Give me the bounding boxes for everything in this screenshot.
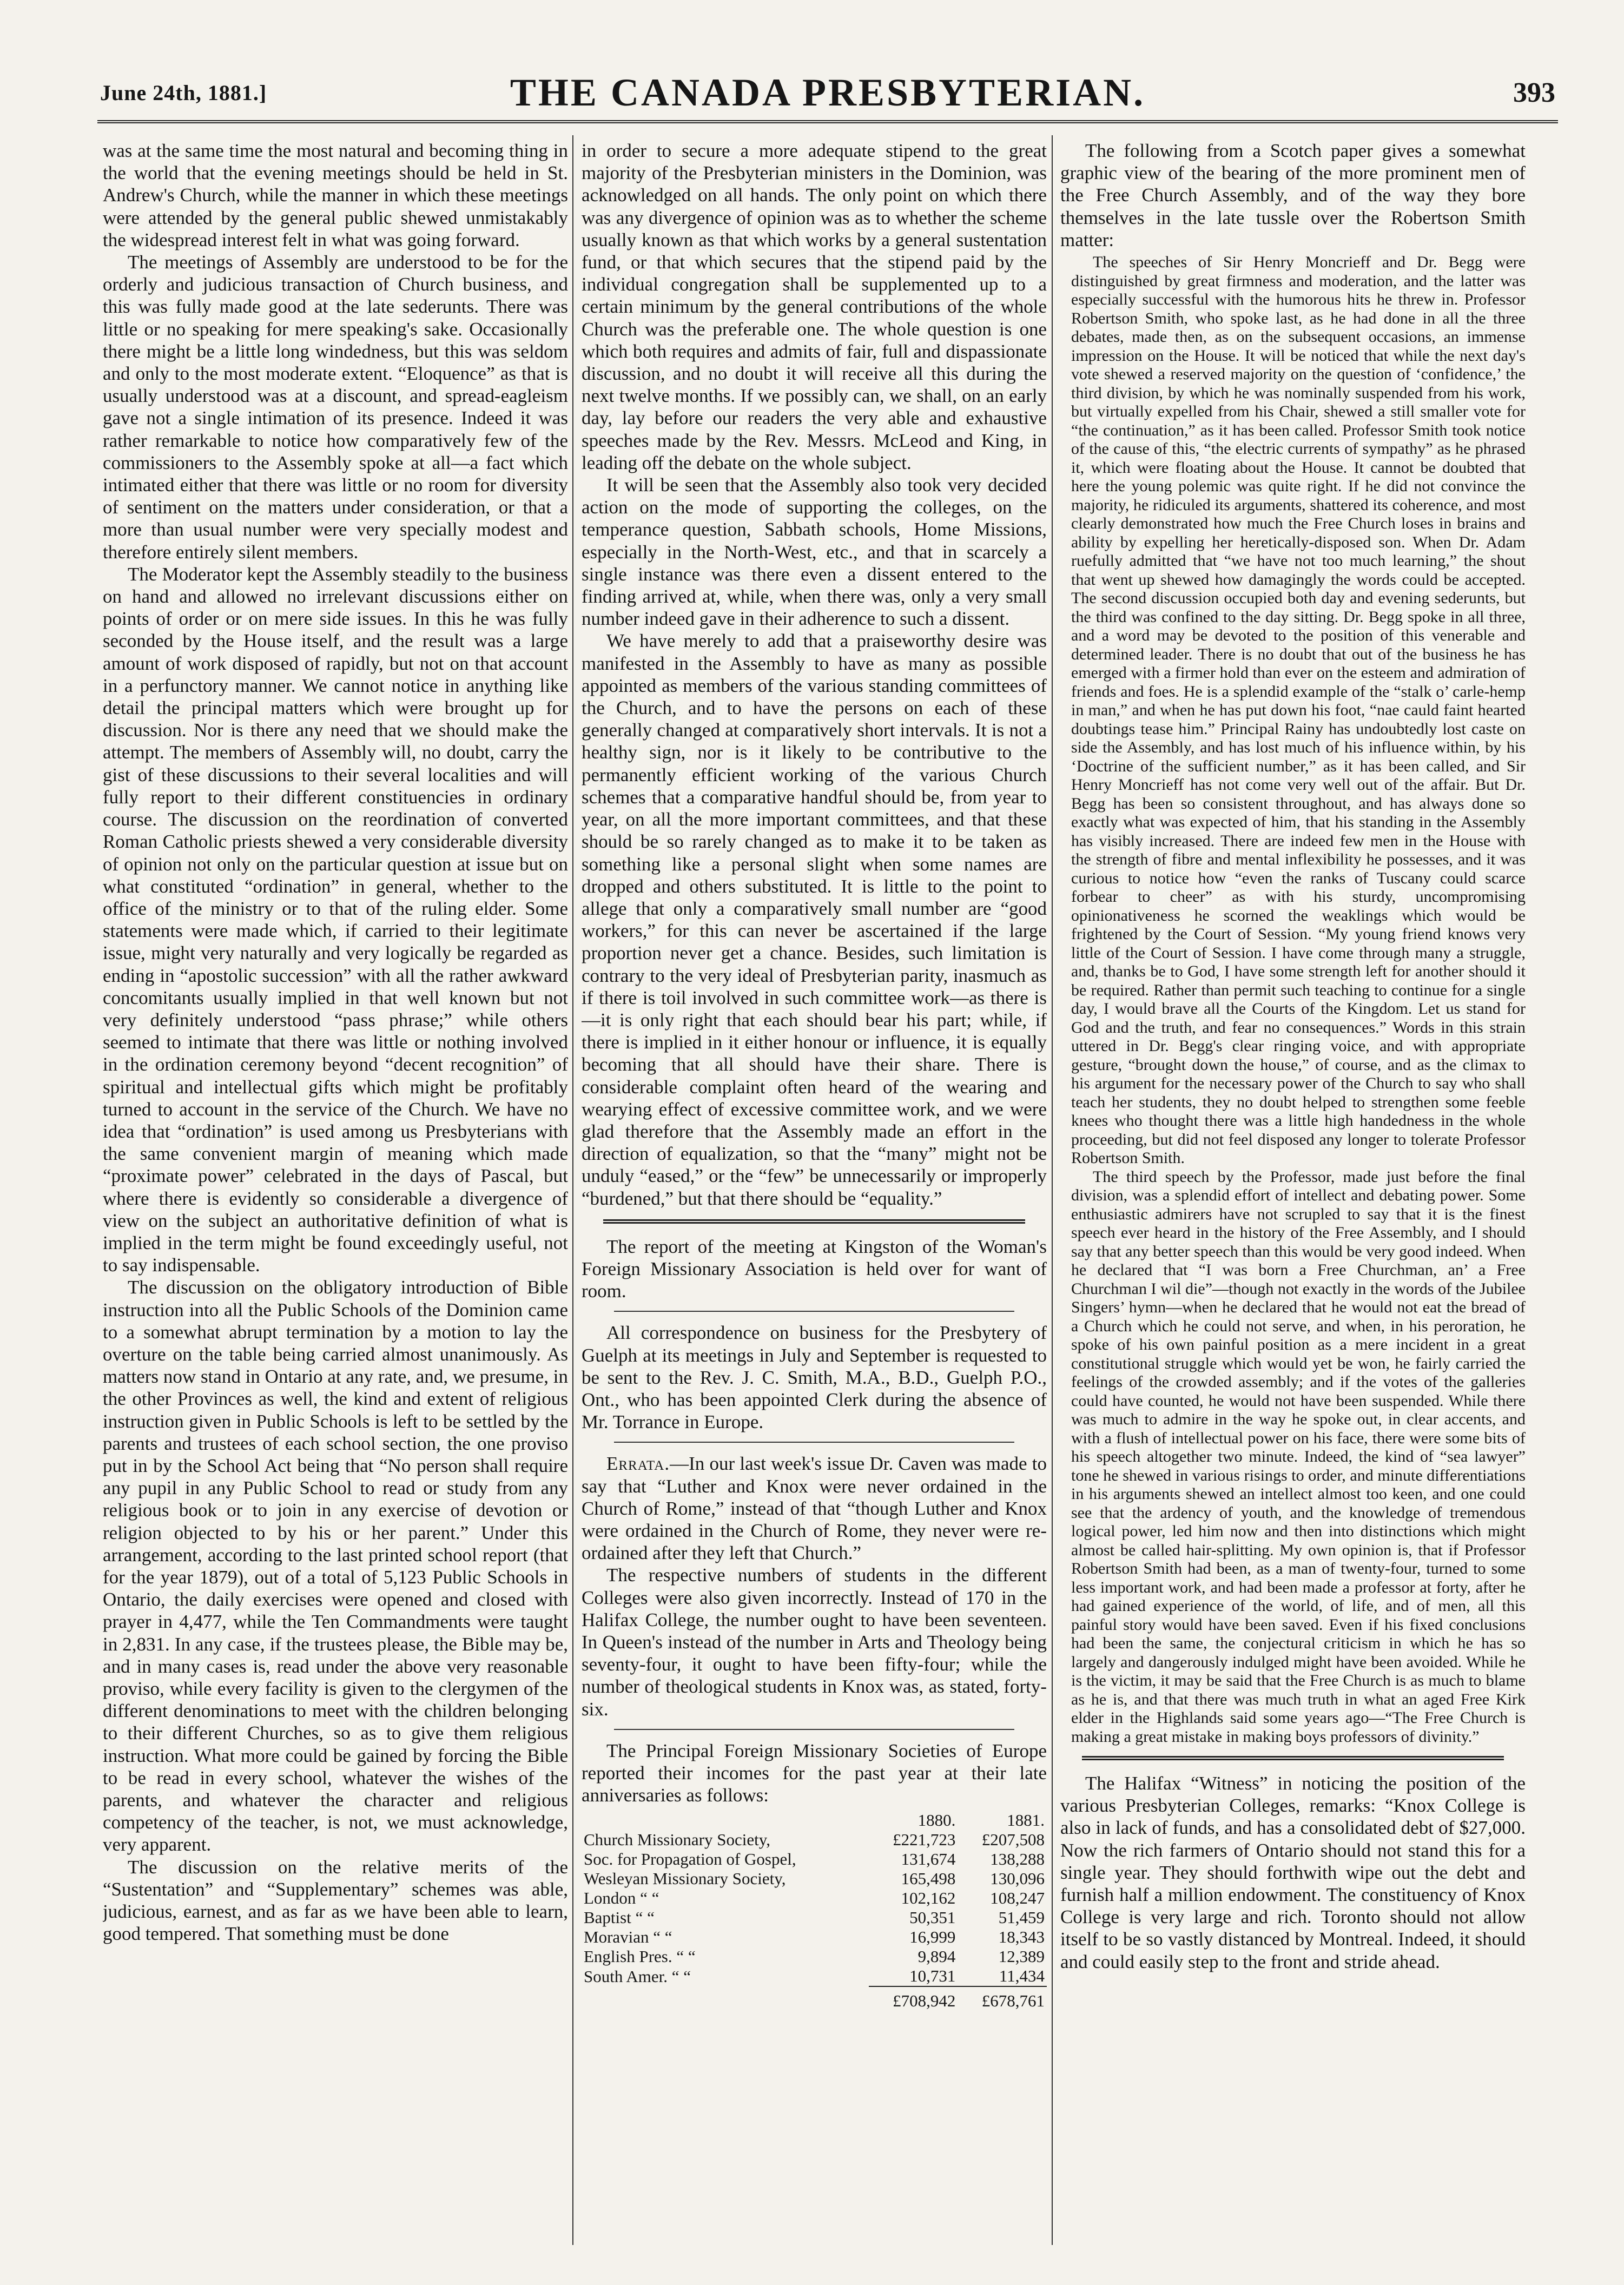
table-row xyxy=(582,1947,1047,1966)
income-1881: 51,459 xyxy=(998,1908,1045,1927)
errata-heading: Errata. xyxy=(606,1453,670,1475)
column-rule xyxy=(1052,135,1053,2245)
missions-intro: The Principal Foreign Missionary Societies of Europe reported their incomes for the past year at their late anniversaries as follows: xyxy=(582,1740,1047,1806)
notice-guelph-presbytery: All correspondence on business for the Presbytery of Guelph at its meetings in July and September is requested to be sent to the Rev. J. C. Smith, M.A., B.D., Guelph P.O., Ont., who has been appointed Clerk during the absence of Mr. Torrance in Europe. xyxy=(582,1322,1047,1433)
masthead-rule xyxy=(97,120,1558,123)
society-name: South Amer. “ “ xyxy=(584,1966,691,1986)
masthead xyxy=(100,70,1555,114)
income-1880: 102,162 xyxy=(901,1888,956,1908)
income-1881: 138,288 xyxy=(990,1850,1045,1869)
table-header-row xyxy=(582,1811,1047,1830)
errata-notice xyxy=(582,1452,1047,1564)
paragraph: was at the same time the most natural and becoming thing in the world that the evening meetings should be held in St. Andrew's Church, while the manner in which these meetings were attended by the general public shewed unmistakably the widespread interest felt in what was going forward. xyxy=(103,140,568,250)
section-divider xyxy=(614,1442,1014,1443)
income-1880: 131,674 xyxy=(901,1850,956,1869)
income-1880: 10,731 xyxy=(909,1966,956,1986)
paragraph: The meetings of Assembly are understood to be for the orderly and judicious transaction of Church business, and this was fully made good at the late sederunts. There was little or no speaking for mere speaking's sake. Occasionally there might be a little long windedness, but this was seldom and only to the most moderate extent. “Eloquence” as that is usually understood was at a discount, and spread-eagleism gave not a single intimation of its presence. Indeed it was rather remarkable to notice how comparatively few of the commissioners to the Assembly spoke at all—a fact which intimated either that there was little or no room for diversity of sentiment on the matters under consideration, or that a more than usual number were very specially modest and therefore entirely silent members. xyxy=(103,252,568,563)
section-divider xyxy=(614,1311,1014,1312)
income-1881: 11,434 xyxy=(999,1966,1045,1986)
issue-date: June 24th, 1881.] xyxy=(100,81,267,105)
table-row xyxy=(582,1927,1047,1947)
total-1880: £708,942 xyxy=(869,1986,958,2011)
year-header: 1880. xyxy=(917,1811,956,1830)
paragraph: The Moderator kept the Assembly steadily to the business on hand and allowed no irrelevant discussions either on points of order or on mere side issues. In this he was fully seconded by the House itself, and the result was a large amount of work disposed of rapidly, but not on that account in a perfunctory manner. We cannot notice in anything like detail the principal matters which were brought up for discussion. Nor is there any need that we should make the attempt. The members of Assembly will, no doubt, carry the gist of these discussions to their several localities and will fully report to their different constituencies in ordinary course. The discussion on the reordination of converted Roman Catholic priests shewed a very considerable diversity of opinion not only on the particular question at issue but on what constituted “ordination” in general, whether to the office of the ministry or to that of the ruling elder. Some statements were made which, if carried to their legitimate issue, might very naturally and very logically be regarded as ending in “apostolic succession” with all the rather awkward concomitants usually implied in that well known but not very definitely understood “pass phrase;” while others seemed to intimate that there was little or nothing involved in the ordination ceremony beyond “decent recognition” of spiritual and intellectual gifts which might be profitably turned to account in the service of the Church. We have no idea that “ordination” is used among us Presbyterians with the same convenient margin of meaning which made “proximate power” celebrated in the days of Pascal, but where there is evidently so considerable a divergence of view on the subject an authoritative definition of what is implied in the term might be found exceedingly useful, not to say indispensable. xyxy=(103,563,568,1276)
table-row xyxy=(582,1869,1047,1888)
total-1881: £678,761 xyxy=(958,1986,1047,2011)
errata-text: —In our last week's issue Dr. Caven was made to say that “Luther and Knox were never ordained in the Church of Rome,” instead of that “though Luther and Knox were ordained in the Church of Rome, they never were re-ordained after they left that Church.” xyxy=(582,1453,1047,1564)
paragraph: We have merely to add that a praiseworthy desire was manifested in the Assembly to have as many as possible appointed as members of the various standing committees of the Church, and to have the persons on each of these generally changed at comparatively short intervals. It is not a healthy sign, nor is it likely to be contributive to the permanently efficient working of the various Church schemes that a comparative handful should be, from year to year, on all the more important committees, and that these should be so rarely changed as to make it to be taken as something like a personal slight when some names are dropped and others substituted. It is little to the point to allege that only a comparatively small number are “good workers,” for this can never be ascertained if the large proportion never get a chance. Besides, such limitation is contrary to the very ideal of Presbyterian parity, inasmuch as if there is toil involved in such committee work—as there is—it is only right that each should bear his part; while, if there is implied in it either honour or influence, it is equally becoming that all should have their share. There is considerable complaint often heard of the wearing and wearying effect of excessive committee work, and we were glad therefore that the Assembly made an effort in the direction of equalization, so that the “many” might not be unduly “eased,” or the “few” be unnecessarily or improperly “burdened,” but that there should be “equality.” xyxy=(582,630,1047,1209)
income-1880: 9,894 xyxy=(917,1947,956,1966)
income-1880: 16,999 xyxy=(909,1927,956,1947)
paragraph: The discussion on the relative merits of the “Sustentation” and “Supplementary” schemes was able, judicious, earnest, and as far as we have been able to learn, good tempered. That something must be done xyxy=(103,1856,568,1945)
society-name: Wesleyan Missionary Society, xyxy=(584,1869,786,1888)
column-3 xyxy=(1060,140,1526,2238)
society-name: Moravian “ “ xyxy=(584,1927,672,1947)
article-intro: The following from a Scotch paper gives a somewhat graphic view of the bearing of the more prominent men of the Free Church Assembly, and of the way they bore themselves in the late tussle over the Robertson Smith matter: xyxy=(1060,140,1526,250)
income-1880: £221,723 xyxy=(893,1830,956,1850)
section-divider xyxy=(614,1729,1014,1730)
income-1880: 165,498 xyxy=(901,1869,956,1888)
column-rule xyxy=(572,135,573,2245)
halifax-witness-paragraph: The Halifax “Witness” in noticing the position of the various Presbyterian Colleges, remarks: “Knox College is also in lack of funds, and has a consolidated debt of $27,000. Now the rich farmers of Ontario should not stand this for a single year. They should forthwith wipe out the debt and furnish half a million endowment. The constituency of Knox College is very large and rich. Toronto should not allow itself to be so vastly distanced by Montreal. Indeed, it should and could easily step to the front and stride ahead. xyxy=(1060,1773,1526,1972)
income-1881: £207,508 xyxy=(981,1830,1045,1850)
quote-paragraph: The third speech by the Professor, made just before the final division, was a splendid effort of intellect and debating power. Some enthusiastic admirers have not scrupled to say that it is the finest speech ever heard in the history of the Free Assembly, and I should say that any better speech than this would be very good indeed. When he declared that “I was born a Free Churchman, an’ a Free Churchman I wil die”—though not exactly in the words of the Jubilee Singers’ hymn—when he declared that he would not eat the bread of a Church which he could not serve, and when, in his peroration, he spoke of his own painful position as a mere incident in a great constitutional struggle which would yet be won, he fairly carried the feelings of the crowded assembly; and if the votes of the galleries could have counted, he would not have been suspended. While there was much to admire in the way he spoke out, in clear accents, and with a flush of intellectual power on his face, there were some bits of his speech altogether two minute. Indeed, the kind of “sea lawyer” tone he shewed in various risings to order, and minute differentiations in his arguments shewed an intellect almost too keen, and one could see that the ardency of youth, and the knowledge of tremendous logical power, led him now and then into distinctions which might almost be called hair-splitting. My own opinion is, that if Professor Robertson Smith had been, as a man of twenty-four, turned to some less important work, and had been made a professor at forty, after he had gained experience of the world, of life, and of men, all this painful story would have been saved. Even if his fixed conclusions had been the same, the conjectural criticism in which he has so largely and dangerously indulged might have been avoided. While he is the victim, it may be said that the Free Church is as much to blame as he is, and that there was much truth in what an aged Free Kirk elder in the Highlands said some years ago—“The Free Church is making a great mistake in making boys professors of divinity.” xyxy=(1071,1167,1526,1746)
table-row xyxy=(582,1966,1047,1986)
quote-paragraph: The speeches of Sir Henry Moncrieff and Dr. Begg were distinguished by great firmness and moderation, and the latter was especially successful with the humorous hits he threw in. Professor Robertson Smith, who spoke last, as he had done in all the three debates, made then, as on the subsequent occasions, an immense impression on the House. It will be noticed that while the next day's vote shewed a reserved majority on the question of ‘confidence,’ the third division, by which he was nominally suspended from his work, but virtually expelled from his Chair, shewed a still smaller vote for “the continuation,” as it has been called. Professor Smith took notice of the cause of this, “the electric currents of sympathy” as he phrased it, which were floating about the House. It cannot be doubted that here the young polemic was quite right. If he did not convince the majority, he ridiculed its arguments, shattered its coherence, and most clearly demonstrated how much the Free Church loses in brains and ability by expelling her heretically-disposed son. When Dr. Adam ruefully admitted that “we have not too much learning,” the shout that went up shewed how damagingly the words could be accepted. The second discussion occupied both day and evening sederunts, but the third was confined to the day sitting. Dr. Begg spoke in all three, and a word may be devoted to the position of this venerable and determined leader. There is no doubt that out of the business he has emerged with a firmer hold than ever on the esteem and admiration of friends and foes. He is a splendid example of the “stalk o’ carle-hemp in man,” and when he has put down his foot, “nae cauld faint hearted doubtings tease him.” Principal Rainy has undoubtedly lost caste on side the Assembly, and has lost much of his influence within, by his ‘Doctrine of the sufficient number,” as it has been called, and Sir Henry Moncrieff has not come very well out of the affair. But Dr. Begg has been so consistent throughout, and has always done so exactly what was expected of him, that his standing in the Assembly has visibly increased. There are indeed few men in the House with the strength of fibre and mental inflexibility he possesses, and it was curious to notice how “even the ranks of Tuscany could scarce forbear to cheer” as with his sturdy, uncompromising opinionativeness he scorned the weaklings which would be frightened by the Court of Session. “My young friend knows very little of the Court of Session. I have come through many a struggle, and, thanks be to God, I have some strength left for another should it be required. Rather than permit such teaching to continue for a single day, I would brave all the Courts of the Kingdom. Let us stand for God and the truth, and fear no consequences.” Words in this strain uttered in Dr. Begg's clear ringing voice, and with appropriate gesture, “brought down the house,” of course, and as the climax to his argument for the necessary power of the Church to say who shall teach her students, they no doubt helped to strengthen some feeble knees who thought there was a little high handedness in the whole proceeding, but did not feel disposed any longer to tolerate Professor Robertson Smith. xyxy=(1071,253,1526,1167)
income-1881: 130,096 xyxy=(990,1869,1045,1888)
quoted-extract xyxy=(1071,253,1526,1746)
year-header: 1881. xyxy=(1007,1811,1045,1830)
column-1 xyxy=(103,140,568,2238)
section-divider xyxy=(1082,1756,1504,1760)
errata-students: The respective numbers of students in the different Colleges were also given incorrectly. Instead of 170 in the Halifax College, the number ought to have been seventeen. In Queen's instead of the number in Arts and Theology being seventy-four, it ought to have been fifty-four; while the number of theological students in Knox was, as stated, forty-six. xyxy=(582,1564,1047,1720)
income-1881: 108,247 xyxy=(990,1888,1045,1908)
newspaper-title: THE CANADA PRESBYTERIAN. xyxy=(510,71,1146,114)
income-1881: 18,343 xyxy=(998,1927,1045,1947)
table-row xyxy=(582,1830,1047,1850)
society-name: Soc. for Propagation of Gospel, xyxy=(584,1850,796,1869)
table-total-row xyxy=(582,1986,1047,2011)
column-2 xyxy=(582,140,1047,2238)
missionary-income-table xyxy=(582,1811,1047,2011)
paragraph: in order to secure a more adequate stipend to the great majority of the Presbyterian ministers in the Dominion, was acknowledged on all hands. The only point on which there was any divergence of opinion was as to whether the scheme usually known as that which works by a general sustentation fund, or that which secures that the stipend paid by the individual congregation shall be supplemented up to a certain minimum by the general contributions of the whole Church was the preferable one. The whole question is one which both requires and admits of fair, full and dispassionate discussion, and no doubt it will receive all this during the next twelve months. If we possibly can, we shall, on an early day, lay before our readers the very able and exhaustive speeches made by the Rev. Messrs. McLeod and King, in leading off the debate on the whole subject. xyxy=(582,140,1047,473)
section-divider xyxy=(603,1219,1025,1224)
society-name: English Pres. “ “ xyxy=(584,1947,696,1966)
income-1881: 12,389 xyxy=(998,1947,1045,1966)
income-1880: 50,351 xyxy=(909,1908,956,1927)
paragraph: It will be seen that the Assembly also took very decided action on the mode of supporting the colleges, on the temperance question, Sabbath schools, Home Missions, especially in the North-West, etc., and that in scarcely a single instance was there even a dissent entered to the finding arrived at, while, when there was, only a very small number indeed gave in their adherence to such a dissent. xyxy=(582,474,1047,630)
table-row xyxy=(582,1850,1047,1869)
notice-womans-missionary: The report of the meeting at Kingston of the Woman's Foreign Missionary Association is held over for want of room. xyxy=(582,1236,1047,1302)
paragraph: The discussion on the obligatory introduction of Bible instruction into all the Public Schools of the Dominion came to a somewhat abrupt termination by a motion to lay the overture on the table being carried almost unanimously. As matters now stand in Ontario at any rate, and, we presume, in the other Provinces as well, the kind and extent of religious instruction given in Public Schools is left to be settled by the parents and trustees of each school section, the one proviso put in by the School Act being that “No person shall require any pupil in any Public School to read or study from any religious book or to join in any exercise of devotion or religion objected to by his or her parent.” Under this arrangement, according to the last printed school report (that for the year 1879), out of a total of 5,123 Public Schools in Ontario, the daily exercises were opened and closed with prayer in 4,477, while the Ten Commandments were taught in 2,831. In any case, if the trustees please, the Bible may be, and in many cases is, read under the above very reasonable proviso, while every facility is given to the clergymen of the different denominations to meet with the children belonging to their different Churches, so as to give them religious instruction. What more could be gained by forcing the Bible to be read in every school, whatever the wishes of the parents, and whatever the character and religious competency of the teacher, is not, we must acknowledge, very apparent. xyxy=(103,1277,568,1855)
society-name: Baptist “ “ xyxy=(584,1908,655,1927)
table-row xyxy=(582,1888,1047,1908)
table-row xyxy=(582,1908,1047,1927)
society-name: Church Missionary Society, xyxy=(584,1830,770,1850)
society-name: London “ “ xyxy=(584,1888,659,1908)
page-number: 393 xyxy=(1513,77,1555,108)
